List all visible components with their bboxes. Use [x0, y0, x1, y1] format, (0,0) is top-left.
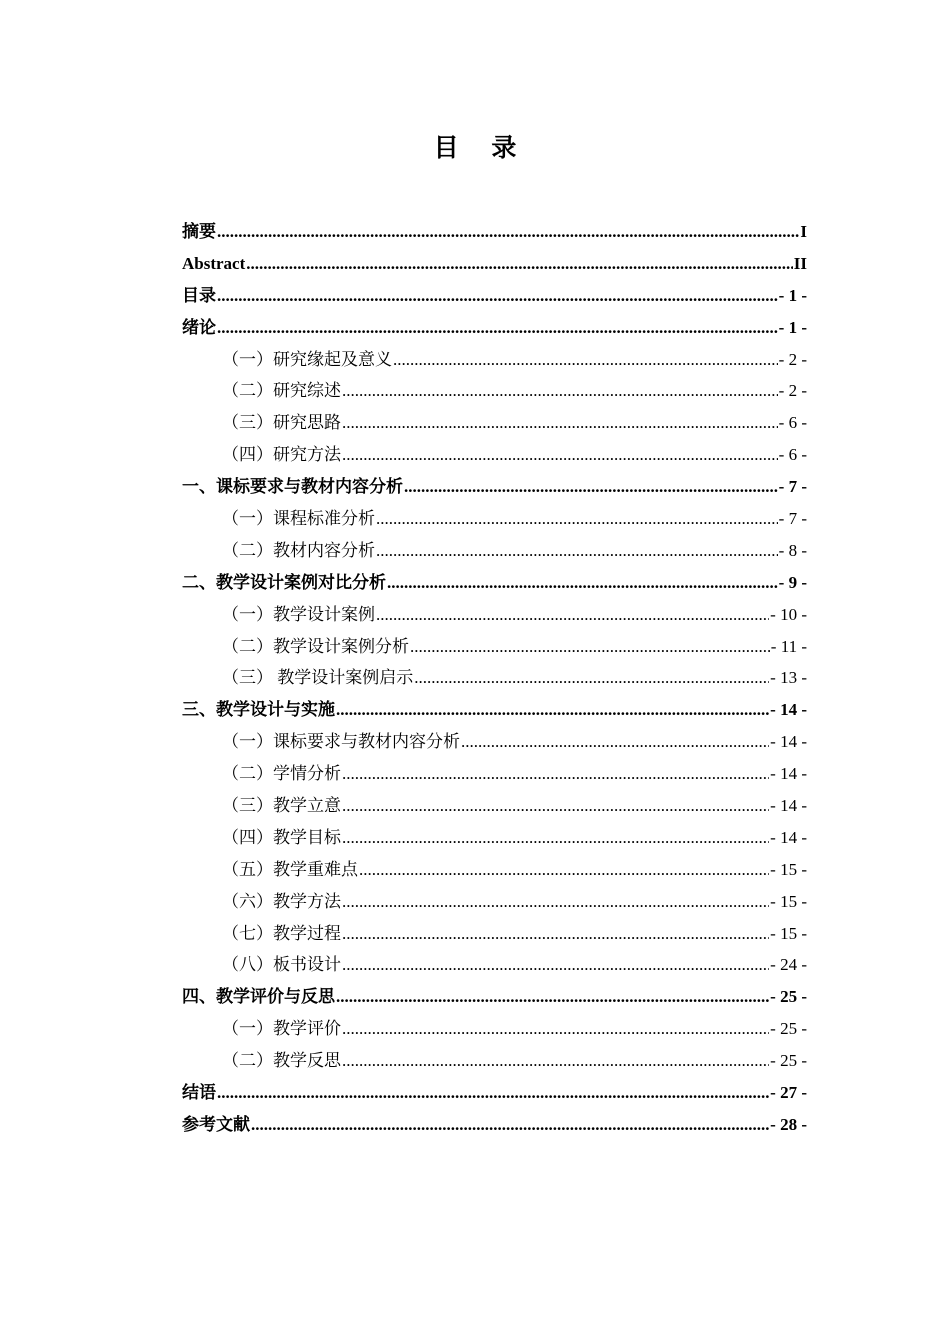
toc-entry-page-number: - 11 -: [770, 636, 807, 656]
toc-entry-label: （七）教学过程: [222, 923, 341, 943]
toc-dot-leader: [342, 1013, 769, 1045]
toc-entry-section[interactable]: [182, 822, 807, 854]
toc-entry-section[interactable]: [182, 1013, 807, 1045]
toc-entry-page-number: II: [793, 253, 807, 273]
toc-dot-leader: [342, 439, 778, 471]
toc-dot-leader: [342, 407, 778, 439]
toc-entry-chapter[interactable]: [182, 694, 807, 726]
toc-entry-section[interactable]: [182, 662, 807, 694]
toc-entry-page-number: - 13 -: [770, 668, 807, 688]
toc-entry-chapter[interactable]: [182, 216, 807, 248]
toc-entry-section[interactable]: [182, 503, 807, 535]
toc-dot-leader: [342, 886, 769, 918]
toc-title: 目 录: [433, 133, 529, 162]
toc-entry-label: Abstract: [182, 253, 246, 273]
toc-dot-leader: [336, 694, 769, 726]
toc-entry-label: （三） 教学设计案例启示: [222, 668, 414, 688]
toc-entry-page-number: - 28 -: [770, 1114, 807, 1134]
toc-dot-leader: [376, 599, 769, 631]
toc-entry-chapter[interactable]: [182, 567, 807, 599]
toc-entry-page-number: - 2 -: [778, 349, 807, 369]
toc-dot-leader: [414, 662, 769, 694]
toc-entry-page-number: - 25 -: [770, 1019, 807, 1039]
toc-entry-label: （六）教学方法: [222, 891, 341, 911]
toc-dot-leader: [342, 375, 778, 407]
toc-dot-leader: [387, 567, 778, 599]
toc-entry-label: （三）教学立意: [222, 796, 341, 816]
toc-entry-label: 参考文献: [182, 1114, 250, 1134]
toc-dot-leader: [393, 344, 778, 376]
toc-dot-leader: [217, 216, 799, 248]
toc-entry-page-number: - 14 -: [770, 796, 807, 816]
toc-entry-label: （二）研究综述: [222, 381, 341, 401]
toc-dot-leader: [217, 312, 778, 344]
toc-entry-label: （三）研究思路: [222, 413, 341, 433]
toc-entry-label: （二）教学反思: [222, 1051, 341, 1071]
toc-entry-label: 四、教学评价与反思: [182, 987, 335, 1007]
toc-entry-page-number: - 1 -: [778, 317, 807, 337]
toc-dot-leader: [342, 790, 769, 822]
toc-entry-section[interactable]: [182, 918, 807, 950]
toc-entry-page-number: - 15 -: [770, 859, 807, 879]
toc-dot-leader: [342, 758, 769, 790]
toc-dot-leader: [342, 918, 769, 950]
toc-entry-label: （一）课程标准分析: [222, 509, 375, 529]
toc-entry-chapter[interactable]: [182, 1077, 807, 1109]
table-of-contents: [182, 216, 807, 1141]
toc-entry-label: 目录: [182, 285, 216, 305]
toc-entry-chapter[interactable]: [182, 312, 807, 344]
toc-entry-chapter[interactable]: [182, 1109, 807, 1141]
toc-entry-section[interactable]: [182, 599, 807, 631]
toc-dot-leader: [342, 949, 769, 981]
toc-dot-leader: [376, 535, 778, 567]
toc-entry-page-number: - 14 -: [770, 700, 807, 720]
toc-entry-section[interactable]: [182, 439, 807, 471]
toc-entry-label: 三、教学设计与实施: [182, 700, 335, 720]
toc-entry-page-number: - 14 -: [770, 764, 807, 784]
toc-entry-chapter[interactable]: [182, 280, 807, 312]
toc-entry-page-number: I: [800, 222, 807, 241]
toc-entry-page-number: - 25 -: [770, 1051, 807, 1071]
toc-entry-chapter[interactable]: [182, 248, 807, 280]
toc-dot-leader: [376, 503, 778, 535]
toc-entry-page-number: - 7 -: [778, 509, 807, 529]
toc-entry-label: （一）教学评价: [222, 1019, 341, 1039]
toc-entry-label: （一）课标要求与教材内容分析: [222, 732, 460, 752]
toc-dot-leader: [342, 1045, 769, 1077]
toc-entry-section[interactable]: [182, 790, 807, 822]
toc-entry-page-number: - 24 -: [770, 955, 807, 975]
toc-dot-leader: [359, 854, 769, 886]
toc-entry-page-number: - 27 -: [770, 1083, 807, 1103]
toc-dot-leader: [246, 248, 793, 280]
toc-entry-page-number: - 25 -: [770, 987, 807, 1007]
toc-entry-label: （一）教学设计案例: [222, 604, 375, 624]
toc-entry-label: （二）教学设计案例分析: [222, 636, 409, 656]
toc-entry-label: （四）教学目标: [222, 827, 341, 847]
toc-dot-leader: [410, 631, 770, 663]
toc-entry-page-number: - 14 -: [770, 827, 807, 847]
toc-entry-section[interactable]: [182, 726, 807, 758]
toc-entry-section[interactable]: [182, 854, 807, 886]
toc-entry-label: 摘要: [182, 222, 216, 241]
toc-entry-label: （二）教材内容分析: [222, 540, 375, 560]
toc-dot-leader: [461, 726, 769, 758]
toc-entry-label: （八）板书设计: [222, 955, 341, 975]
toc-entry-label: 结语: [182, 1083, 216, 1103]
toc-entry-label: （二）学情分析: [222, 764, 341, 784]
toc-entry-section[interactable]: [182, 407, 807, 439]
toc-entry-page-number: - 2 -: [778, 381, 807, 401]
toc-entry-page-number: - 6 -: [778, 445, 807, 465]
toc-entry-page-number: - 1 -: [778, 285, 807, 305]
toc-entry-page-number: - 10 -: [770, 604, 807, 624]
toc-entry-label: （四）研究方法: [222, 445, 341, 465]
toc-entry-label: 二、教学设计案例对比分析: [182, 572, 386, 592]
toc-entry-page-number: - 6 -: [778, 413, 807, 433]
toc-dot-leader: [217, 280, 778, 312]
toc-entry-section[interactable]: [182, 631, 807, 663]
toc-dot-leader: [404, 471, 778, 503]
toc-dot-leader: [217, 1077, 769, 1109]
toc-entry-label: 绪论: [182, 317, 216, 337]
toc-entry-label: （五）教学重难点: [222, 859, 358, 879]
toc-dot-leader: [336, 981, 769, 1013]
toc-entry-page-number: - 9 -: [778, 572, 807, 592]
toc-entry-section[interactable]: [182, 535, 807, 567]
toc-entry-label: （一）研究缘起及意义: [222, 349, 392, 369]
toc-entry-section[interactable]: [182, 375, 807, 407]
toc-entry-section[interactable]: [182, 1045, 807, 1077]
toc-entry-section[interactable]: [182, 344, 807, 376]
toc-entry-chapter[interactable]: [182, 471, 807, 503]
toc-entry-section[interactable]: [182, 758, 807, 790]
toc-entry-label: 一、课标要求与教材内容分析: [182, 477, 403, 497]
toc-entry-chapter[interactable]: [182, 981, 807, 1013]
toc-entry-page-number: - 14 -: [770, 732, 807, 752]
toc-entry-section[interactable]: [182, 949, 807, 981]
toc-entry-page-number: - 8 -: [778, 540, 807, 560]
toc-dot-leader: [251, 1109, 769, 1141]
toc-entry-page-number: - 15 -: [770, 923, 807, 943]
toc-entry-page-number: - 15 -: [770, 891, 807, 911]
toc-entry-page-number: - 7 -: [778, 477, 807, 497]
toc-dot-leader: [342, 822, 769, 854]
toc-entry-section[interactable]: [182, 886, 807, 918]
